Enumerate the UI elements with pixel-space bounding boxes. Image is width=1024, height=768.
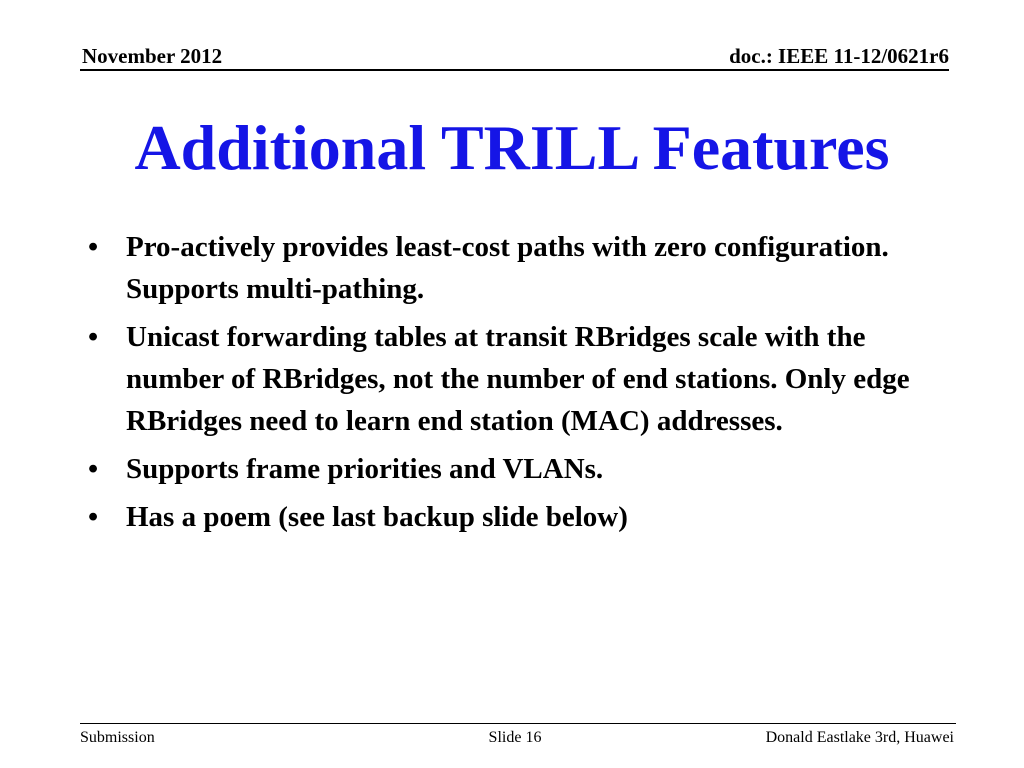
bullet-marker: • <box>88 453 99 485</box>
footer-author: Donald Eastlake 3rd, Huawei <box>765 729 954 746</box>
bullet-item <box>88 226 936 310</box>
bullet-item <box>88 448 936 490</box>
bullet-item <box>88 316 936 442</box>
bullet-list <box>88 226 936 544</box>
header-divider <box>80 69 949 71</box>
bullet-marker: • <box>88 501 99 533</box>
bullet-marker: • <box>88 231 99 263</box>
footer-divider <box>80 723 956 724</box>
bullet-item <box>88 496 936 538</box>
bullet-text: Has a poem (see last backup slide below) <box>126 501 628 533</box>
bullet-marker: • <box>88 321 99 353</box>
bullet-text: Pro-actively provides least-cost paths with zero configuration. Supports multi-pathing. <box>126 231 889 305</box>
header-date: November 2012 <box>82 44 223 68</box>
footer-submission: Submission <box>80 729 155 746</box>
header-doc-id: doc.: IEEE 11-12/0621r6 <box>729 44 949 68</box>
slide-title: Additional TRILL Features <box>134 112 890 183</box>
bullet-text: Unicast forwarding tables at transit RBridges scale with the number of RBridges, not the number of end stations. Only edge RBridges need to learn end station (MAC) addresses. <box>126 321 910 437</box>
bullet-text: Supports frame priorities and VLANs. <box>126 453 604 485</box>
footer-slide-number: Slide 16 <box>488 729 542 746</box>
